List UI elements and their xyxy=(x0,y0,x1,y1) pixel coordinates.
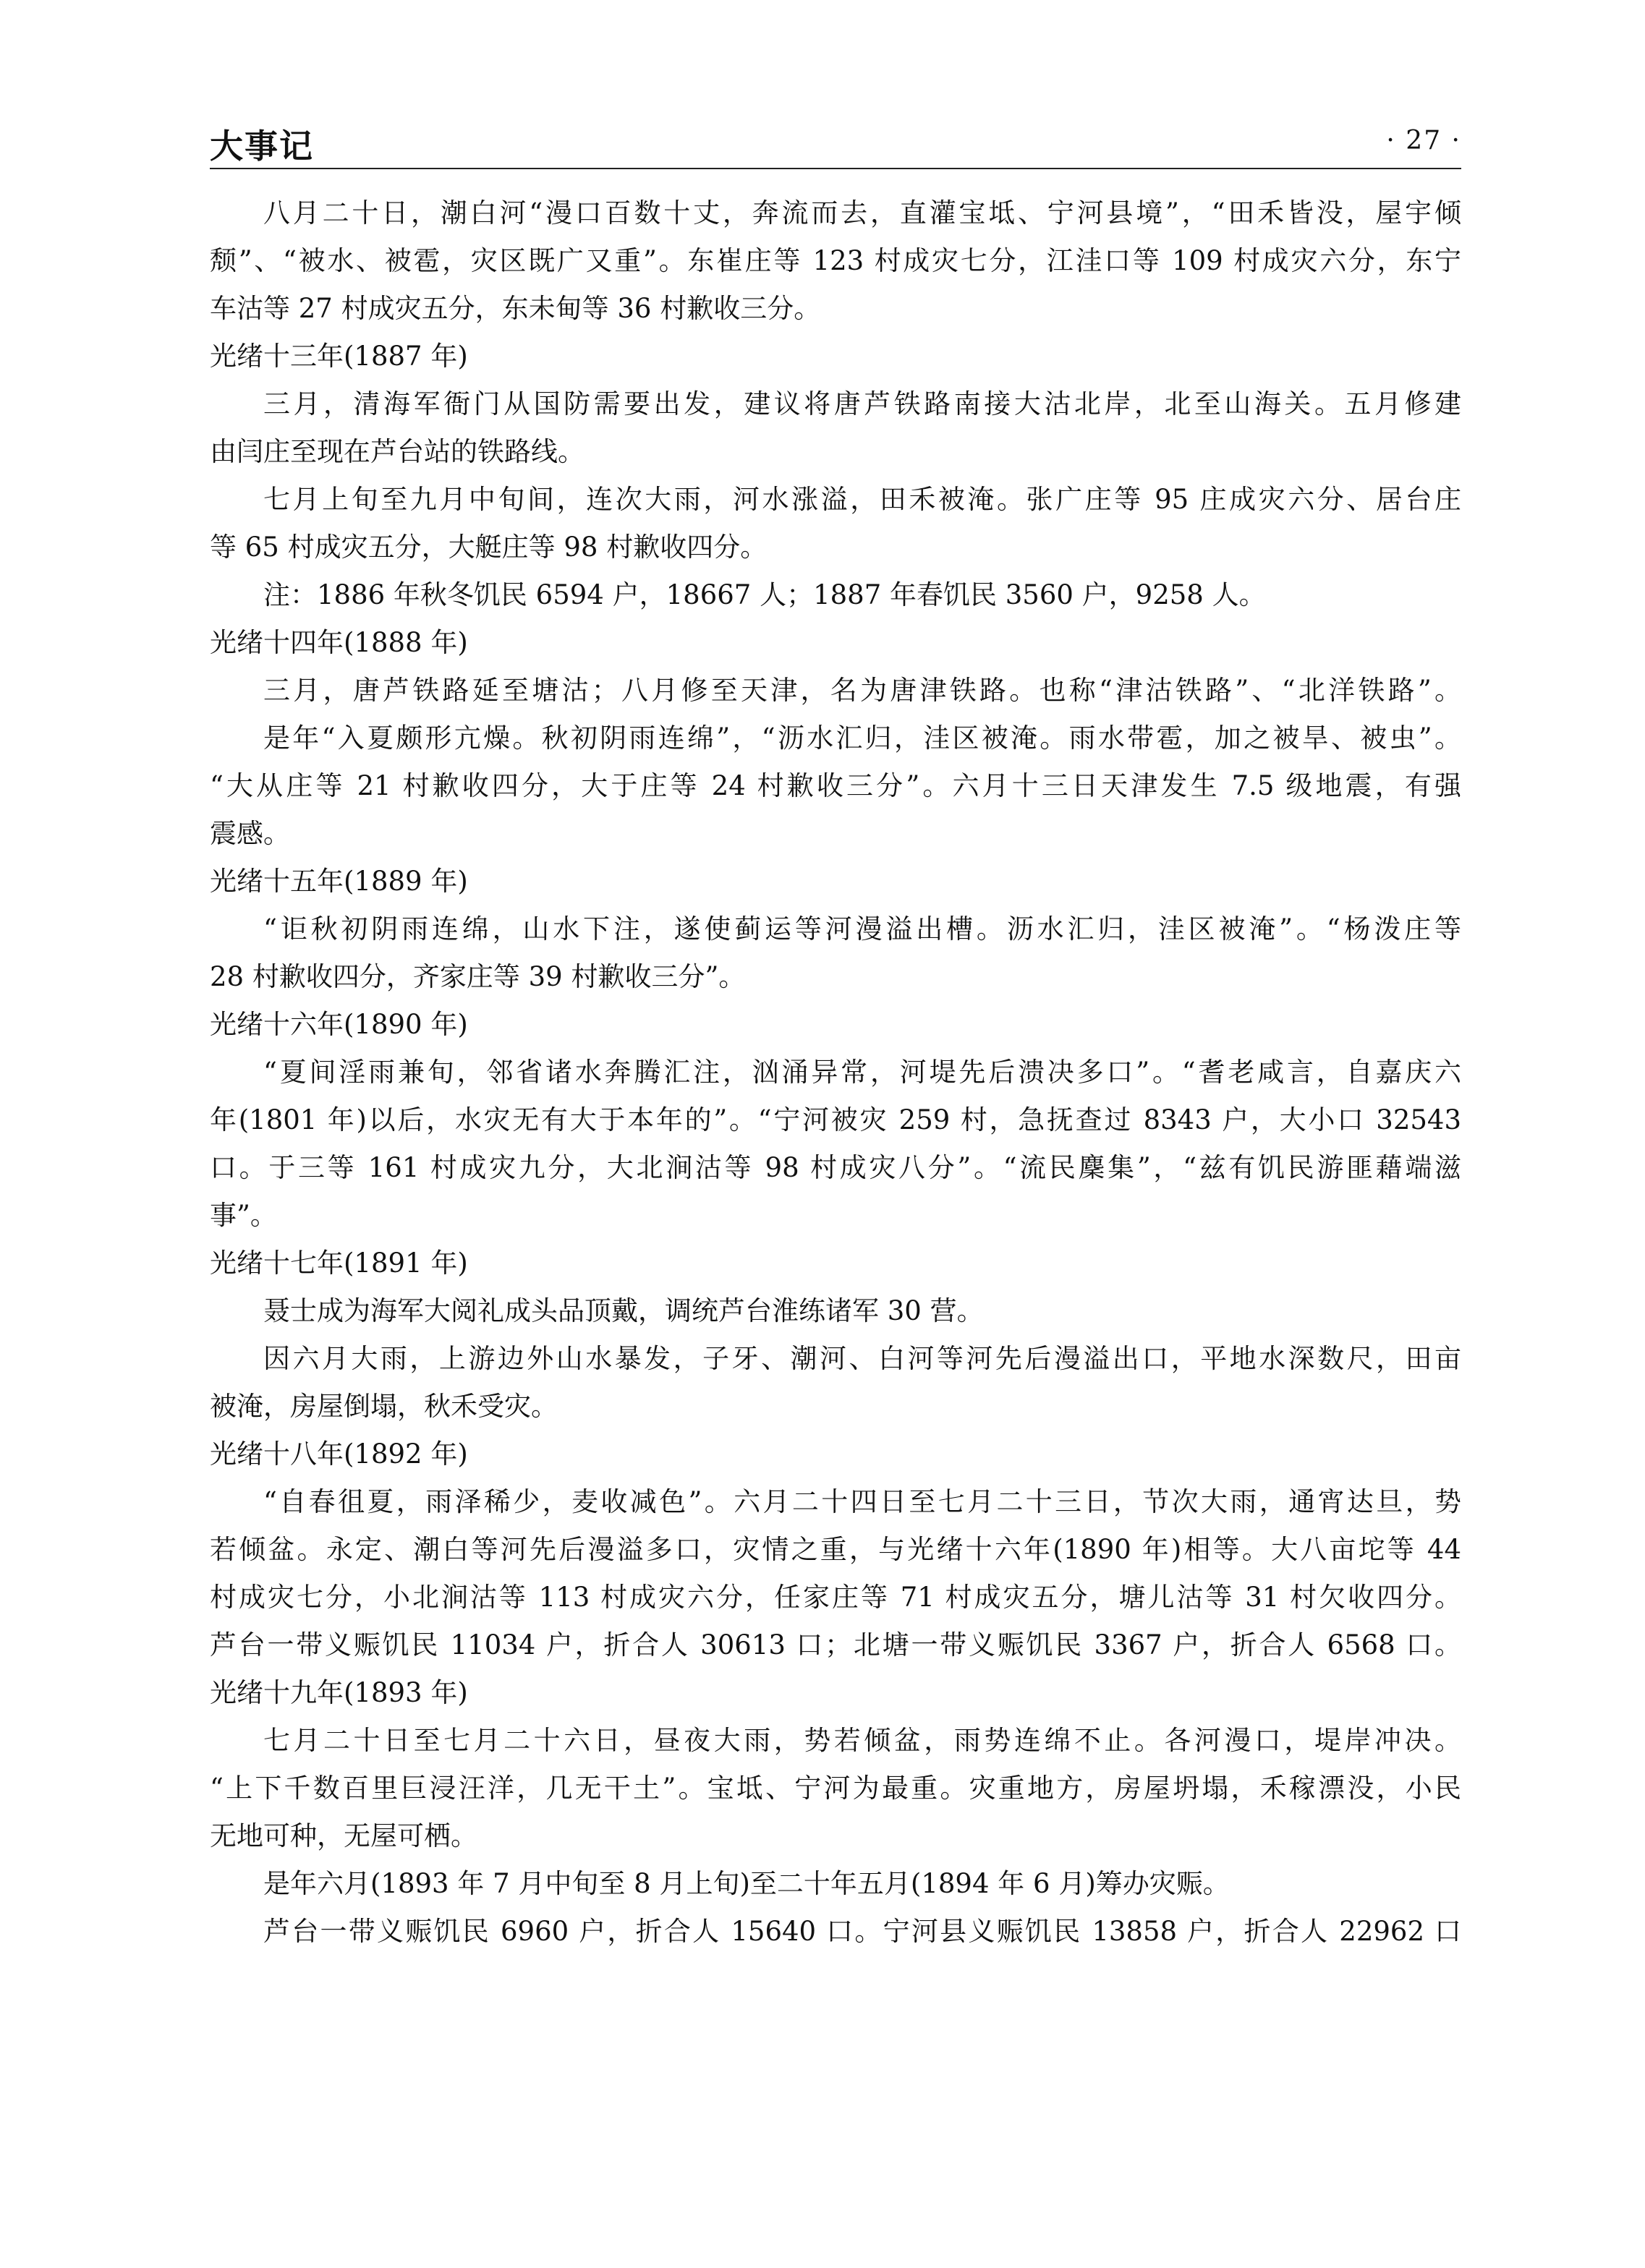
year-heading: 光绪十三年(1887 年) xyxy=(210,341,468,372)
text-line: 若倾盆。永定、潮白等河先后漫溢多口，灾情之重，与光绪十六年(1890 年)相等。大八亩坨等 44 xyxy=(210,1534,1461,1565)
text-line: 芦台一带义赈饥民 11034 户，折合人 30613 口；北塘一带义赈饥民 3367 户，折合人 6568 口。 xyxy=(210,1629,1461,1660)
text-line: 被淹，房屋倒塌，秋禾受灾。 xyxy=(210,1391,558,1422)
text-line: 由闫庄至现在芦台站的铁路线。 xyxy=(210,436,585,467)
text-line: 芦台一带义赈饥民 6960 户，折合人 15640 口。宁河县义赈饥民 13858 户，折合人 22962 口 xyxy=(263,1916,1461,1947)
text-line: 震感。 xyxy=(210,818,290,849)
page-number: · 27 · xyxy=(1386,126,1461,155)
body-text xyxy=(210,189,1461,1956)
text-line: 三月，唐芦铁路延至塘沽；八月修至天津，名为唐津铁路。也称“津沽铁路”、“北洋铁路”。 xyxy=(263,675,1461,706)
header-divider xyxy=(210,168,1461,169)
text-line: 三月，清海军衙门从国防需要出发，建议将唐芦铁路南接大沽北岸，北至山海关。五月修建 xyxy=(263,388,1461,419)
text-line: 事”。 xyxy=(210,1200,277,1231)
section-title: 大事记 xyxy=(210,127,314,166)
text-line: 注：1886 年秋冬饥民 6594 户，18667 人；1887 年春饥民 3560 户，9258 人。 xyxy=(263,579,1266,610)
text-line: 是年六月(1893 年 7 月中旬至 8 月上旬)至二十年五月(1894 年 6 月)筹办灾赈。 xyxy=(263,1868,1230,1899)
text-line: 七月二十日至七月二十六日，昼夜大雨，势若倾盆，雨势连绵不止。各河漫口，堤岸冲决。 xyxy=(263,1725,1461,1756)
text-line: 七月上旬至九月中旬间，连次大雨，河水涨溢，田禾被淹。张广庄等 95 庄成灾六分、居台庄 xyxy=(263,484,1461,515)
text-line: “上下千数百里巨浸汪洋，几无干土”。宝坻、宁河为最重。灾重地方，房屋坍塌，禾稼漂没，小民 xyxy=(210,1773,1461,1804)
text-line: “自春徂夏，雨泽稀少，麦收减色”。六月二十四日至七月二十三日，节次大雨，通宵达旦，势 xyxy=(263,1486,1461,1517)
text-line: “讵秋初阴雨连绵，山水下注，遂使蓟运等河漫溢出槽。沥水汇归，洼区被淹”。“杨泼庄等 xyxy=(263,913,1461,945)
text-line: “大从庄等 21 村歉收四分，大于庄等 24 村歉收三分”。六月十三日天津发生 7.5 级地震，有强 xyxy=(210,770,1461,801)
text-line: 颓”、“被水、被雹，灾区既广又重”。东崔庄等 123 村成灾七分，江洼口等 109 村成灾六分，东宁 xyxy=(210,245,1461,276)
text-line: 28 村歉收四分，齐家庄等 39 村歉收三分”。 xyxy=(210,961,746,992)
text-line: 是年“入夏颇形亢燥。秋初阴雨连绵”，“沥水汇归，洼区被淹。雨水带雹，加之被旱、被虫”。 xyxy=(263,722,1461,754)
text-line: 等 65 村成灾五分，大艇庄等 98 村歉收四分。 xyxy=(210,532,768,563)
year-heading: 光绪十七年(1891 年) xyxy=(210,1248,468,1279)
text-line: 年(1801 年)以后，水灾无有大于本年的”。“宁河被灾 259 村，急抚查过 8343 户，大小口 32543 xyxy=(210,1104,1461,1135)
text-line: 八月二十日，潮白河“漫口百数十丈，奔流而去，直灌宝坻、宁河县境”，“田禾皆没，屋宇倾 xyxy=(263,197,1461,229)
text-line: 车沽等 27 村成灾五分，东未甸等 36 村歉收三分。 xyxy=(210,293,821,324)
text-line: 因六月大雨，上游边外山水暴发，子牙、潮河、白河等河先后漫溢出口，平地水深数尺，田亩 xyxy=(263,1343,1461,1374)
page-header xyxy=(210,116,1461,166)
year-heading: 光绪十五年(1889 年) xyxy=(210,866,468,897)
text-line: 村成灾七分，小北涧沽等 113 村成灾六分，任家庄等 71 村成灾五分，塘儿沽等 31 村欠收四分。 xyxy=(210,1582,1461,1613)
text-line: 无地可种，无屋可栖。 xyxy=(210,1820,477,1851)
text-line: “夏间淫雨兼旬，邻省诸水奔腾汇注，汹涌异常，河堤先后溃决多口”。“耆老咸言，自嘉庆六 xyxy=(263,1057,1461,1088)
text-line: 聂士成为海军大阅礼成头品顶戴，调统芦台淮练诸军 30 营。 xyxy=(263,1295,984,1326)
year-heading: 光绪十六年(1890 年) xyxy=(210,1009,468,1040)
year-heading: 光绪十八年(1892 年) xyxy=(210,1438,468,1470)
year-heading: 光绪十九年(1893 年) xyxy=(210,1677,468,1708)
text-line: 口。于三等 161 村成灾九分，大北涧沽等 98 村成灾八分”。“流民麇集”，“兹有饥民游匪藉端滋 xyxy=(210,1152,1461,1183)
year-heading: 光绪十四年(1888 年) xyxy=(210,627,468,658)
